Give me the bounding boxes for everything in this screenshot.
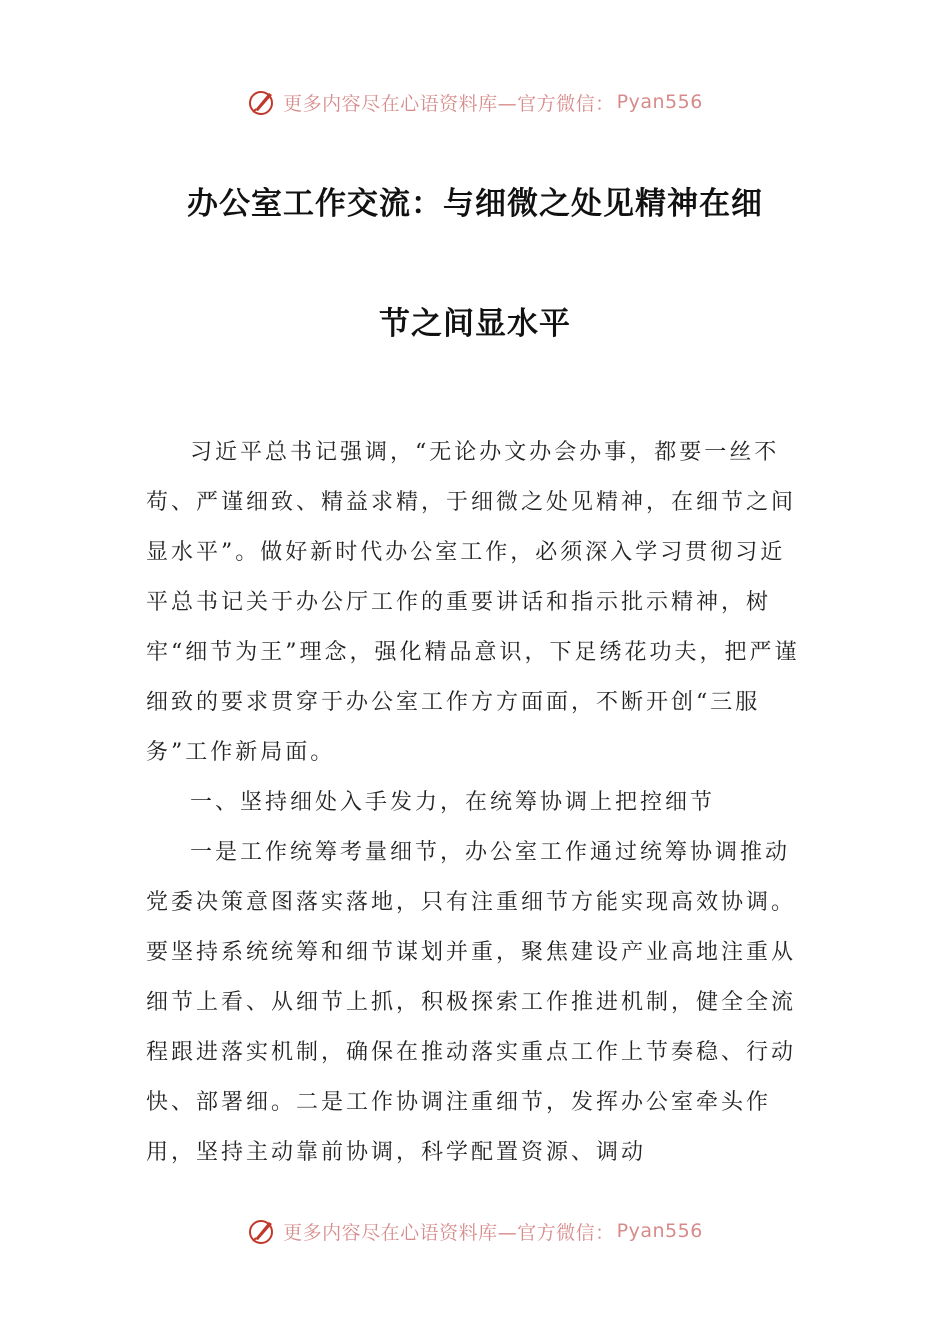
paragraph-intro: 习近平总书记强调，“无论办文办会办事，都要一丝不苟、严谨细致、精益求精，于细微之处见精神，在细节之间显水平”。做好新时代办公室工作，必须深入学习贯彻习近平总书记关于办公厅工作的重要讲话和指示批示精神，树牢“细节为王”理念，强化精品意识，下足绣花功夫，把严谨细致的要求贯穿于办公室工作方方面面，不断开创“三服务”工作新局面。 [146, 440, 800, 765]
paragraph-section-1: 一是工作统筹考量细节，办公室工作通过统筹协调推动党委决策意图落实落地，只有注重细节方能实现高效协调。要坚持系统统筹和细节谋划并重，聚焦建设产业高地注重从细节上看、从细节上抓，积极探索工作推进机制，健全全流程跟进落实机制，确保在推动落实重点工作上节奏稳、行动快、部署细。二是工作协调注重细节，发挥办公室牵头作用，坚持主动靠前协调，科学配置资源、调动 [146, 840, 797, 1165]
watermark-text: 更多内容尽在心语资料库—官方微信： [283, 1221, 615, 1244]
watermark-wechat-id: Pyan556 [616, 1220, 703, 1242]
watermark-text: 更多内容尽在心语资料库—官方微信： [283, 92, 615, 115]
quill-logo-icon [247, 87, 277, 117]
watermark-header [0, 82, 950, 122]
watermark-wechat-id: Pyan556 [616, 91, 703, 113]
page-title-line-2: 节之间显水平 [379, 306, 571, 342]
watermark-footer [0, 1211, 950, 1251]
quill-logo-icon [247, 1216, 277, 1246]
body-text [146, 428, 806, 1178]
section-heading: 一、坚持细处入手发力，在统筹协调上把控细节 [190, 790, 716, 815]
page-title-line-1: 办公室工作交流：与细微之处见精神在细 [187, 186, 763, 222]
